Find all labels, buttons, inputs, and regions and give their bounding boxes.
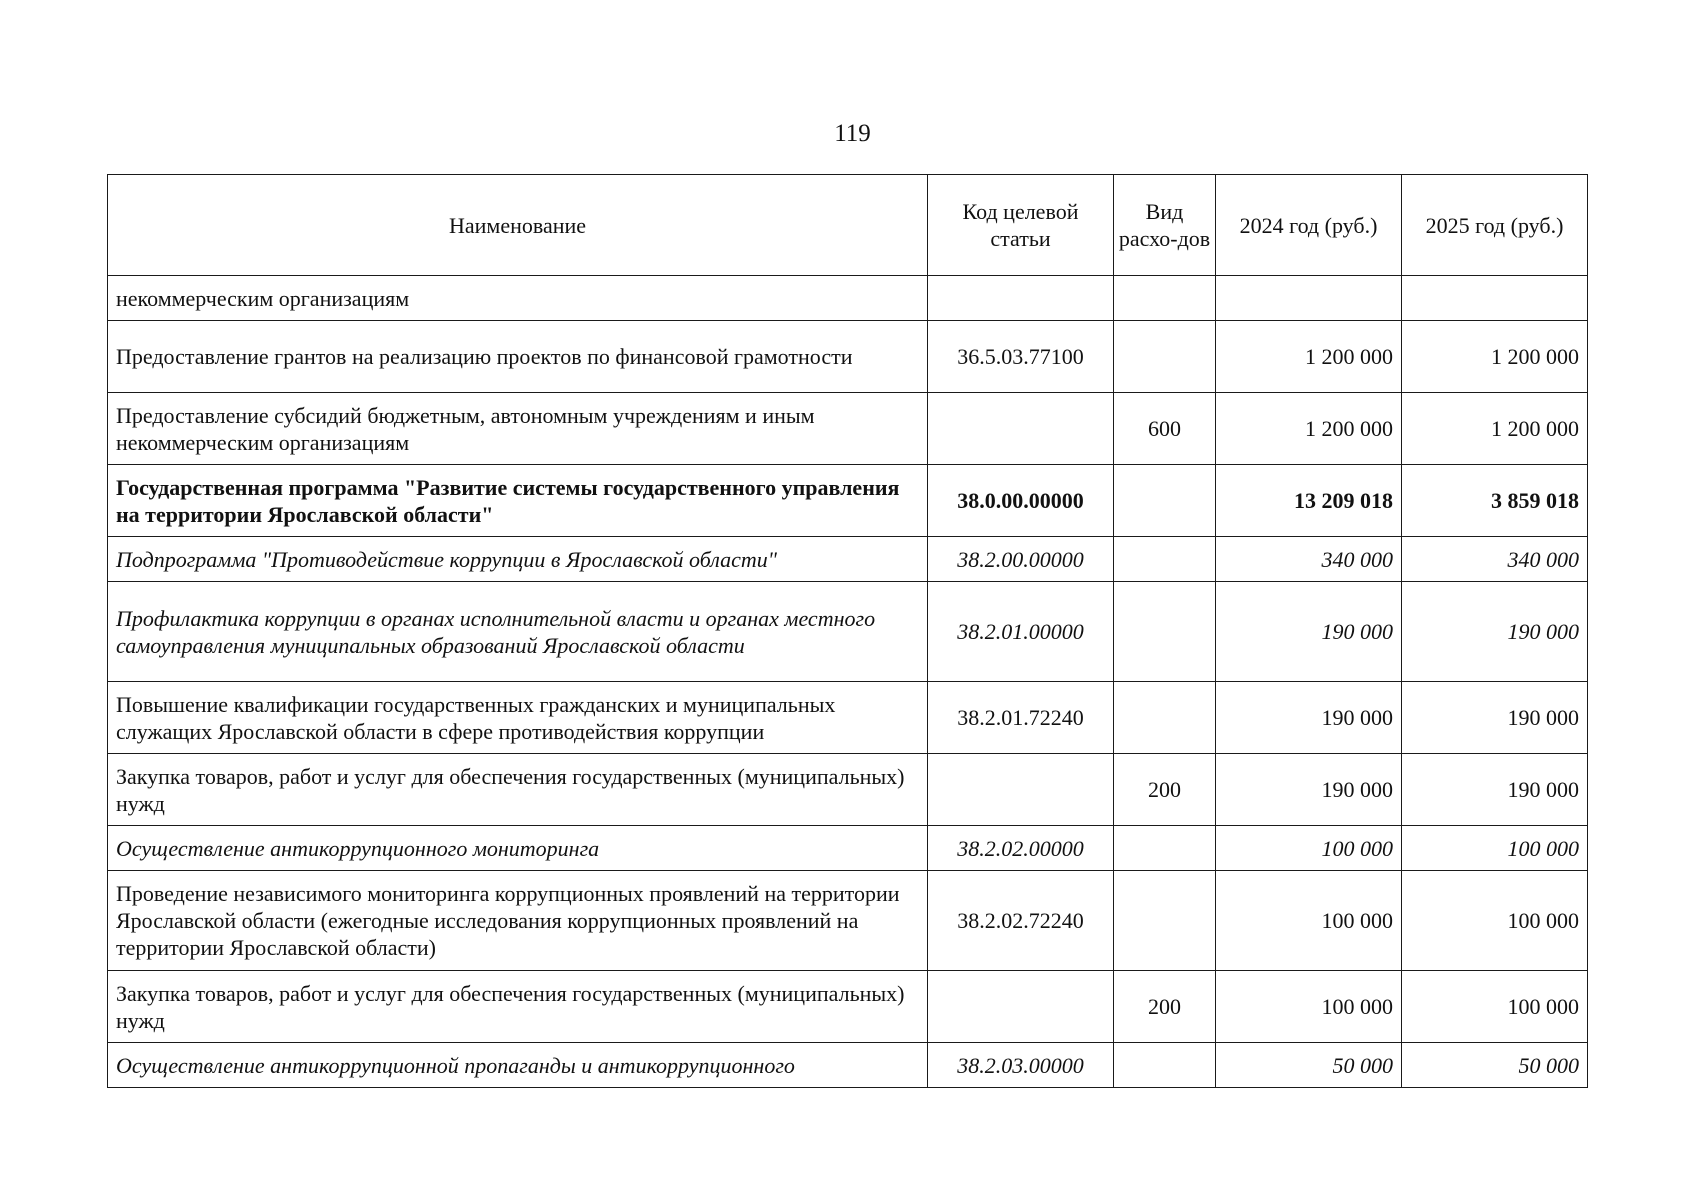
row-2025: 100 000	[1402, 971, 1588, 1043]
row-2025: 340 000	[1402, 537, 1588, 582]
table-row	[108, 582, 1588, 682]
row-name: Предоставление субсидий бюджетным, автономным учреждениям и иным некоммерческим организациям	[108, 393, 928, 465]
table-row	[108, 393, 1588, 465]
row-2024: 340 000	[1216, 537, 1402, 582]
row-2024: 1 200 000	[1216, 393, 1402, 465]
table-row	[108, 321, 1588, 393]
row-expense-type	[1114, 582, 1216, 682]
row-2024: 190 000	[1216, 582, 1402, 682]
row-expense-type	[1114, 321, 1216, 393]
table-row	[108, 1043, 1588, 1088]
row-2025: 3 859 018	[1402, 465, 1588, 537]
row-name: Закупка товаров, работ и услуг для обеспечения государственных (муниципальных) нужд	[108, 754, 928, 826]
table-row	[108, 537, 1588, 582]
row-2025: 100 000	[1402, 871, 1588, 971]
row-name: Подпрограмма "Противодействие коррупции в Ярославской области"	[108, 537, 928, 582]
row-expense-type: 200	[1114, 971, 1216, 1043]
row-name: Осуществление антикоррупционного мониторинга	[108, 826, 928, 871]
row-2024: 100 000	[1216, 971, 1402, 1043]
row-expense-type	[1114, 465, 1216, 537]
table-row	[108, 871, 1588, 971]
row-expense-type	[1114, 871, 1216, 971]
header-2024: 2024 год (руб.)	[1216, 175, 1402, 276]
header-2025: 2025 год (руб.)	[1402, 175, 1588, 276]
page-number: 119	[834, 120, 871, 147]
table-header-row	[108, 175, 1588, 276]
row-name: Предоставление грантов на реализацию проектов по финансовой грамотности	[108, 321, 928, 393]
row-2025	[1402, 276, 1588, 321]
row-code: 38.2.01.00000	[928, 582, 1114, 682]
row-2024: 190 000	[1216, 682, 1402, 754]
row-2024: 100 000	[1216, 826, 1402, 871]
row-name: некоммерческим организациям	[108, 276, 928, 321]
row-name: Проведение независимого мониторинга коррупционных проявлений на территории Ярославской области (ежегодные исследования коррупционных проявлений на территории Ярославской области)	[108, 871, 928, 971]
row-code: 38.2.00.00000	[928, 537, 1114, 582]
table-row	[108, 826, 1588, 871]
row-name: Профилактика коррупции в органах исполнительной власти и органах местного самоуправления муниципальных образований Ярославской области	[108, 582, 928, 682]
table-row	[108, 465, 1588, 537]
row-code	[928, 393, 1114, 465]
table-row	[108, 754, 1588, 826]
table-row	[108, 276, 1588, 321]
row-expense-type	[1114, 276, 1216, 321]
row-2024: 13 209 018	[1216, 465, 1402, 537]
row-name: Повышение квалификации государственных гражданских и муниципальных служащих Ярославской области в сфере противодействия коррупции	[108, 682, 928, 754]
row-expense-type	[1114, 826, 1216, 871]
table-row	[108, 682, 1588, 754]
row-2025: 1 200 000	[1402, 393, 1588, 465]
row-expense-type	[1114, 682, 1216, 754]
row-2025: 1 200 000	[1402, 321, 1588, 393]
row-name: Закупка товаров, работ и услуг для обеспечения государственных (муниципальных) нужд	[108, 971, 928, 1043]
row-2024: 100 000	[1216, 871, 1402, 971]
row-name: Осуществление антикоррупционной пропаганды и антикоррупционного	[108, 1043, 928, 1088]
budget-table	[107, 174, 1588, 1088]
header-code: Код целевой статьи	[928, 175, 1114, 276]
row-code: 38.2.02.72240	[928, 871, 1114, 971]
row-code: 38.2.01.72240	[928, 682, 1114, 754]
row-2024: 190 000	[1216, 754, 1402, 826]
row-expense-type	[1114, 537, 1216, 582]
row-2024: 50 000	[1216, 1043, 1402, 1088]
row-code: 38.2.03.00000	[928, 1043, 1114, 1088]
row-2025: 100 000	[1402, 826, 1588, 871]
row-code	[928, 971, 1114, 1043]
row-2025: 190 000	[1402, 582, 1588, 682]
row-code: 38.2.02.00000	[928, 826, 1114, 871]
row-code: 38.0.00.00000	[928, 465, 1114, 537]
row-2025: 190 000	[1402, 754, 1588, 826]
row-code	[928, 754, 1114, 826]
header-name: Наименование	[108, 175, 928, 276]
table-row	[108, 971, 1588, 1043]
row-name: Государственная программа "Развитие системы государственного управления на территории Ярославской области"	[108, 465, 928, 537]
row-code: 36.5.03.77100	[928, 321, 1114, 393]
row-2025: 190 000	[1402, 682, 1588, 754]
row-expense-type	[1114, 1043, 1216, 1088]
row-expense-type: 200	[1114, 754, 1216, 826]
row-expense-type: 600	[1114, 393, 1216, 465]
header-expense-type: Вид расхо-дов	[1114, 175, 1216, 276]
row-2024	[1216, 276, 1402, 321]
row-2025: 50 000	[1402, 1043, 1588, 1088]
row-2024: 1 200 000	[1216, 321, 1402, 393]
row-code	[928, 276, 1114, 321]
